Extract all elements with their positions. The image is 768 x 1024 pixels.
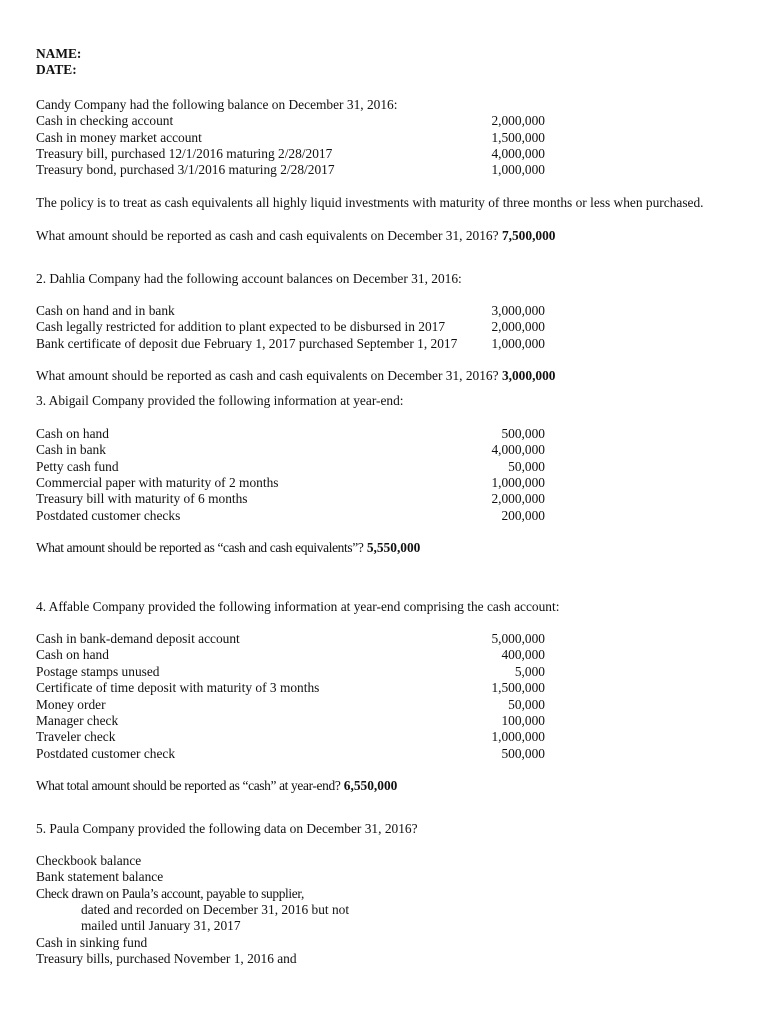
q1-question: What amount should be reported as cash and cash equivalents on December 31, 2016?	[36, 228, 499, 244]
row-amount: 1,000,000	[491, 729, 545, 745]
row-label: Money order	[36, 696, 106, 712]
row-amount: 100,000	[501, 712, 545, 728]
row-amount: 1,000,000	[491, 162, 545, 178]
list-item: Check drawn on Paula’s account, payable to supplier,	[36, 885, 304, 901]
q2-question: What amount should be reported as cash and cash equivalents on December 31, 2016?	[36, 368, 499, 384]
date-label: DATE:	[36, 62, 77, 78]
row-label: Certificate of time deposit with maturity of 3 months	[36, 680, 320, 696]
row-amount: 2,000,000	[491, 491, 545, 507]
table-row	[36, 113, 545, 129]
q4-answer: 6,550,000	[343, 778, 398, 794]
row-amount: 4,000,000	[491, 145, 545, 161]
row-label: Cash in bank-demand deposit account	[36, 630, 240, 646]
list-item: Checkbook balance	[36, 852, 142, 868]
row-label: Manager check	[36, 712, 119, 728]
row-amount: 4,000,000	[491, 442, 545, 458]
q3-question-line	[36, 540, 736, 556]
table-row	[36, 664, 545, 680]
q2-answer: 3,000,000	[501, 368, 556, 384]
row-label: Cash in money market account	[36, 129, 202, 145]
q3-answer: 5,550,000	[366, 540, 421, 556]
q4-question: What total amount should be reported as “cash” at year-end?	[36, 778, 341, 794]
row-label: Treasury bill with maturity of 6 months	[36, 491, 248, 507]
table-row	[36, 713, 545, 729]
row-amount: 3,000,000	[491, 302, 545, 318]
row-label: Traveler check	[36, 729, 116, 745]
list-item: Bank statement balance	[36, 869, 164, 885]
table-row	[36, 746, 545, 762]
row-label: Cash legally restricted for addition to plant expected to be disbursed in 2017	[36, 319, 446, 335]
table-row	[36, 697, 545, 713]
row-label: Treasury bond, purchased 3/1/2016 maturing 2/28/2017	[36, 162, 335, 178]
row-amount: 200,000	[501, 507, 545, 523]
table-row	[36, 729, 545, 745]
row-amount: 500,000	[501, 425, 545, 441]
row-label: Postdated customer checks	[36, 507, 181, 523]
table-row	[36, 459, 545, 475]
row-amount: 2,000,000	[491, 113, 545, 129]
row-amount: 1,500,000	[491, 680, 545, 696]
row-amount: 1,500,000	[491, 129, 545, 145]
table-row	[36, 647, 545, 663]
q5-intro: 5. Paula Company provided the following data on December 31, 2016?	[36, 820, 418, 836]
row-label: Cash in bank	[36, 442, 106, 458]
row-label: Cash on hand	[36, 647, 109, 663]
q2-table	[36, 303, 545, 352]
q1-policy: The policy is to treat as cash equivalents all highly liquid investments with maturity of three months or less when purchased.	[36, 194, 704, 210]
q1-answer: 7,500,000	[501, 228, 556, 244]
table-row	[36, 442, 545, 458]
list-item: Treasury bills, purchased November 1, 2016 and	[36, 951, 297, 967]
list-item: Cash in sinking fund	[36, 934, 148, 950]
row-amount: 50,000	[508, 458, 545, 474]
row-label: Postage stamps unused	[36, 663, 160, 679]
table-row	[36, 475, 545, 491]
q2-question-line	[36, 368, 736, 384]
q1-table	[36, 113, 545, 179]
row-amount: 50,000	[508, 696, 545, 712]
q4-question-line	[36, 778, 736, 794]
document-page	[36, 46, 736, 968]
name-label: NAME:	[36, 46, 82, 61]
table-row	[36, 162, 545, 178]
q3-table	[36, 426, 545, 524]
row-amount: 1,000,000	[491, 475, 545, 491]
q5-list	[36, 853, 736, 968]
row-label: Cash on hand and in bank	[36, 302, 175, 318]
q1-intro: Candy Company had the following balance on December 31, 2016:	[36, 96, 398, 112]
list-item: dated and recorded on December 31, 2016 but not	[81, 902, 350, 918]
q3-question: What amount should be reported as “cash and cash equivalents”?	[36, 540, 364, 556]
q1-question-line	[36, 228, 736, 244]
q4-table	[36, 631, 545, 762]
row-amount: 1,000,000	[491, 335, 545, 351]
row-label: Commercial paper with maturity of 2 months	[36, 475, 279, 491]
row-label: Treasury bill, purchased 12/1/2016 maturing 2/28/2017	[36, 145, 333, 161]
table-row	[36, 426, 545, 442]
row-amount: 2,000,000	[491, 319, 545, 335]
table-row	[36, 319, 545, 335]
row-amount: 500,000	[501, 745, 545, 761]
row-label: Postdated customer check	[36, 745, 176, 761]
table-row	[36, 631, 545, 647]
row-amount: 400,000	[501, 647, 545, 663]
table-row	[36, 336, 545, 352]
row-label: Cash on hand	[36, 425, 109, 441]
q2-intro: 2. Dahlia Company had the following account balances on December 31, 2016:	[36, 270, 462, 286]
row-label: Cash in checking account	[36, 113, 174, 129]
table-row	[36, 130, 545, 146]
table-row	[36, 508, 545, 524]
row-label: Bank certificate of deposit due February 1, 2017 purchased September 1, 2017	[36, 335, 458, 351]
row-label: Petty cash fund	[36, 458, 119, 474]
table-row	[36, 680, 545, 696]
row-amount: 5,000,000	[491, 630, 545, 646]
q4-intro: 4. Affable Company provided the following information at year-end comprising the cash account:	[36, 598, 560, 614]
table-row	[36, 303, 545, 319]
table-row	[36, 491, 545, 507]
q3-intro: 3. Abigail Company provided the following information at year-end:	[36, 393, 404, 409]
row-amount: 5,000	[514, 663, 545, 679]
list-item: mailed until January 31, 2017	[81, 918, 241, 934]
table-row	[36, 146, 545, 162]
